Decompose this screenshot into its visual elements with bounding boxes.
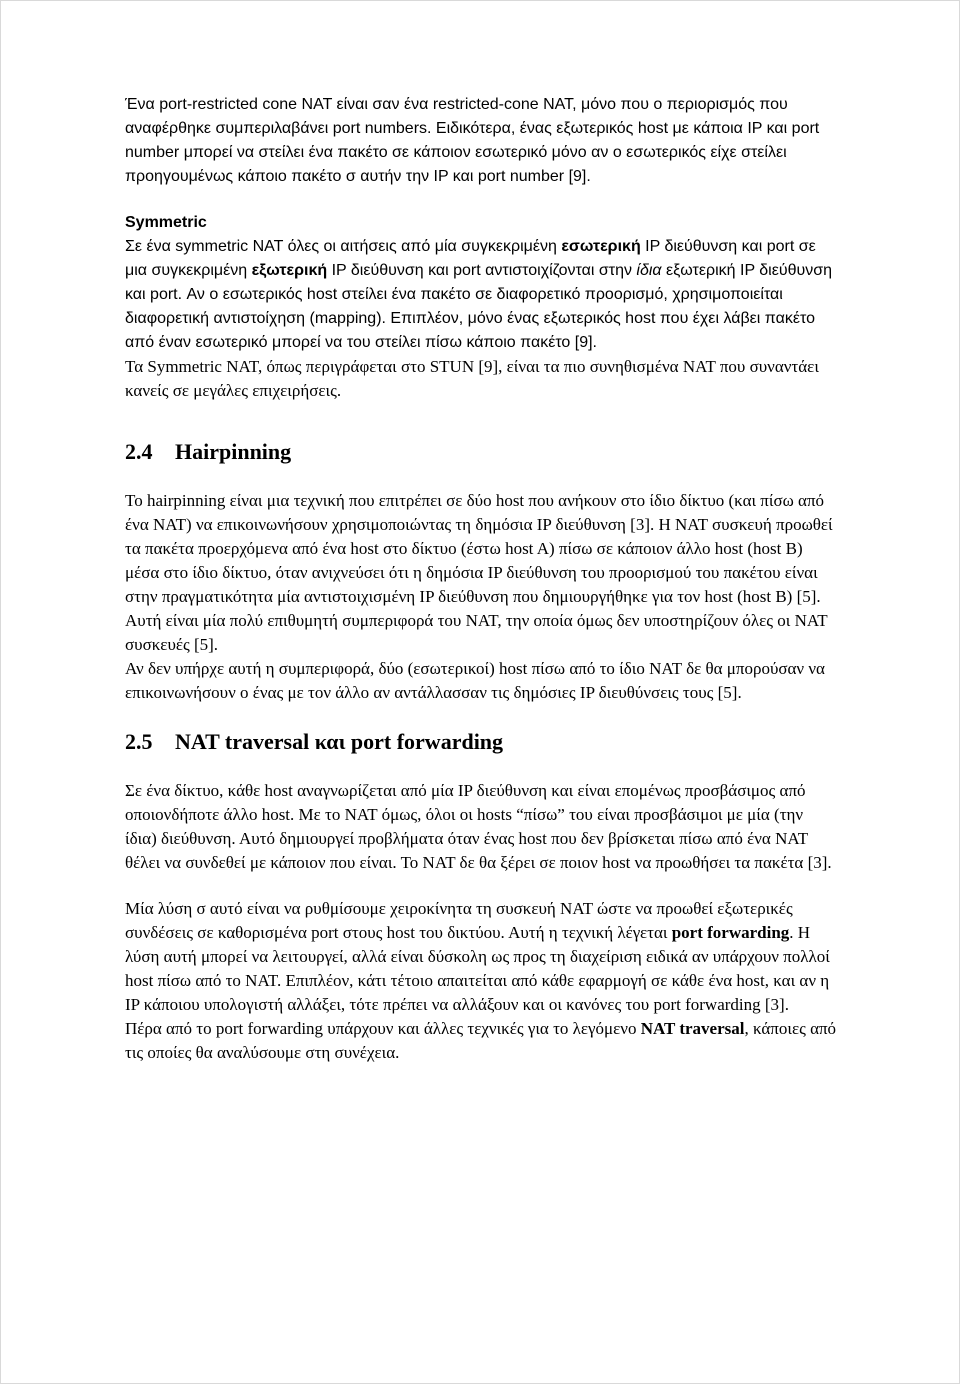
section-title: Hairpinning xyxy=(175,439,292,464)
paragraph-hairpinning-support: Αυτή είναι μία πολύ επιθυμητή συμπεριφορά του NAT, την οποία όμως δεν υποστηρίζουν όλες οι NAT συσκευές [5]. xyxy=(125,611,828,654)
text-run: Πέρα από το port forwarding υπάρχουν και άλλες τεχνικές για το λεγόμενο xyxy=(125,1019,641,1038)
paragraph-nat-addressing: Σε ένα δίκτυο, κάθε host αναγνωρίζεται από μία IP διεύθυνση και είναι επομένως προσβάσιμος από οποιονδήποτε άλλο host. Με το NAT όμως, όλοι οι hosts “πίσω” του είναι προσβάσιμοι με μία (την ίδια) διεύθυνση. Αυτό δημιουργεί προβλήματα όταν ένας host που δεν βρίσκεται πίσω από ένα NAT θέλει να συνδεθεί με κάποιον που είναι. Το NAT δε θα ξέρει σε ποιον host να προωθήσει τα πακέτα [3]. xyxy=(125,781,832,872)
paragraph-symmetric xyxy=(125,235,837,355)
section-heading-hairpinning xyxy=(125,437,837,467)
section-title: NAT traversal και port forwarding xyxy=(175,729,504,754)
symmetric-heading: Symmetric xyxy=(125,214,207,231)
paragraph-hairpinning-definition: Το hairpinning είναι μια τεχνική που επιτρέπει σε δύο host που ανήκουν στο ίδιο δίκτυο (και πίσω από ένα NAT) να επικοινωνήσουν χρησιμοποιώντας τη δημόσια IP διεύθυνση [3]. Η NAT συσκευή προωθεί τα πακέτα προερχόμενα από ένα host στο δίκτυο (έστω host A) πίσω σε κάποιον άλλο host (host B) μέσα στο ίδιο δίκτυο, όταν ανιχνεύσει ότι η δημόσια IP διεύθυνση του προορισμού του πακέτου είναι στην πραγματικότητα μία αντιστοιχισμένη IP διεύθυνση που δημιουργήθηκε για τον host (host B) [5]. xyxy=(125,491,833,606)
italic-term-same: ίδια xyxy=(636,262,662,279)
bold-term-nat-traversal: NAT traversal xyxy=(640,1019,745,1038)
paragraph-port-forwarding xyxy=(125,897,837,1017)
text-run: εξωτερική IP διεύθυνση και port. Αν ο εσωτερικός host στείλει ένα πακέτο σε διαφορετικό προορισμό, χρησιμοποιείται διαφορετική αντιστοίχηση (mapping). Επιπλέον, μόνο ένας εξωτερικός host που έχει λάβει πακέτο από έναν εσωτερικό μπορεί να του στείλει πίσω κάποιο πακέτο [9]. xyxy=(125,262,833,351)
paragraph-nat-traversal-intro xyxy=(125,1017,837,1065)
paragraph-hairpinning-without: Αν δεν υπήρχε αυτή η συμπεριφορά, δύο (εσωτερικοί) host πίσω από το ίδιο NAT δε θα μπορούσαν να επικοινωνήσουν ο ένας με τον άλλο αν αντάλλασσαν τις δημόσιες IP διευθύνσεις τους [5]. xyxy=(125,659,825,702)
text-run: Σε ένα symmetric NAT όλες οι αιτήσεις από μία συγκεκριμένη xyxy=(125,238,562,255)
paragraph-symmetric-stun: Τα Symmetric NAT, όπως περιγράφεται στο STUN [9], είναι τα πιο συνηθισμένα NAT που συναντάει κανείς σε μεγάλες επιχειρήσεις. xyxy=(125,357,819,400)
section-number: 2.4 xyxy=(125,439,153,464)
page-content xyxy=(125,93,837,1065)
text-run: Μία λύση σ αυτό είναι να ρυθμίσουμε χειροκίνητα τη συσκευή NAT ώστε να προωθεί εξωτερικές συνδέσεις σε καθορισμένα port στους host του δικτύου. Αυτή η τεχνική λέγεται xyxy=(125,899,793,942)
bold-term-internal: εσωτερική xyxy=(561,238,641,255)
section-heading-nat-traversal xyxy=(125,727,837,757)
paragraph-port-restricted-cone: Ένα port-restricted cone NAT είναι σαν ένα restricted-cone NAT, μόνο που ο περιορισμός που αναφέρθηκε συμπεριλαβάνει port numbers. Ειδικότερα, ένας εξωτερικός host με κάποια IP και port number μπορεί να στείλει ένα πακέτο σε κάποιον εσωτερικό μόνο αν ο εσωτερικός είχε στείλει προηγουμένως κάποιο πακέτο σ αυτήν την IP και port number [9]. xyxy=(125,96,820,185)
bold-term-external: εξωτερική xyxy=(251,262,328,279)
text-run: . Η λύση αυτή μπορεί να λειτουργεί, αλλά είναι δύσκολη ως προς τη διαχείριση ειδικά αν υπάρχουν πολλοί host πίσω από το NAT. Επιπλέον, κάτι τέτοιο απαιτείται από κάθε εφαρμογή σε κάθε ένα host, και αν η IP κάποιου υπολογιστή αλλάξει, τότε πρέπει να αλλάξουν και οι κανόνες του port forwarding [3]. xyxy=(125,923,830,1014)
text-run: , κάποιες από τις οποίες θα αναλύσουμε στη συνέχεια. xyxy=(125,1019,837,1062)
text-run: IP διεύθυνση και port σε μια συγκεκριμένη xyxy=(125,238,816,279)
bold-term-port-forwarding: port forwarding xyxy=(671,923,790,942)
section-number: 2.5 xyxy=(125,729,153,754)
text-run: IP διεύθυνση και port αντιστοιχίζονται στην xyxy=(327,262,637,279)
